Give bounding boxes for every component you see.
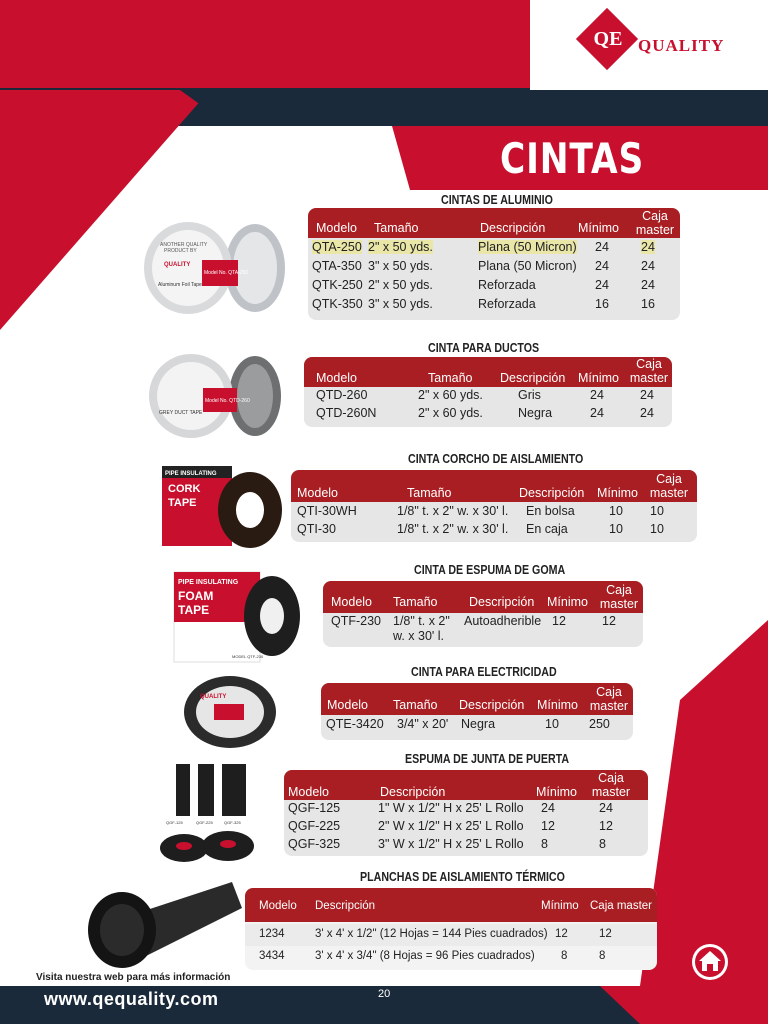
cell-caja: 24	[640, 388, 654, 402]
footer-red-accent	[600, 986, 768, 1024]
header-descripcion: Descripción	[380, 785, 446, 799]
cell-caja: 10	[650, 504, 664, 518]
header-descripcion: Descripción	[459, 698, 525, 712]
foam-tape-image	[172, 570, 302, 666]
header-modelo: Modelo	[316, 221, 357, 235]
cell-minimo: 10	[609, 522, 623, 536]
cell-tamano: 1/8" t. x 2"	[393, 614, 450, 628]
elec-brand: QUALITY	[200, 694, 227, 700]
home-icon[interactable]	[690, 942, 730, 982]
cell-descripcion: En caja	[526, 522, 568, 536]
cell-descripcion: Plana (50 Micron)	[478, 240, 577, 254]
cell-caja: 10	[650, 522, 664, 536]
header-caja-master: Caja master	[629, 357, 669, 385]
section-title-ductos: CINTA PARA DUCTOS	[428, 340, 540, 355]
cell-descripcion: Negra	[461, 717, 496, 731]
cell-descripcion: 3' x 4' x 1/2" (12 Hojas = 144 Pies cuadrados)	[315, 928, 548, 940]
foam-label-1: PIPE INSULATING	[178, 579, 239, 586]
cell-descripcion: Gris	[518, 388, 541, 402]
cell-modelo: 1234	[259, 928, 285, 940]
cell-minimo: 10	[609, 504, 623, 518]
cell-modelo: QTD-260N	[316, 406, 377, 420]
table-row	[308, 297, 680, 316]
section-title-aluminio: CINTAS DE ALUMINIO	[441, 192, 553, 207]
cell-modelo: QTA-250	[312, 240, 362, 254]
table-espuma-goma	[323, 581, 643, 647]
cell-caja: 12	[599, 928, 612, 940]
cell-modelo: QTA-350	[312, 259, 362, 273]
header-modelo: Modelo	[316, 371, 357, 385]
cell-caja: 8	[599, 950, 606, 962]
cell-minimo: 8	[561, 950, 568, 962]
logo-brand-name: QUALITY	[638, 36, 725, 55]
cell-caja: 8	[599, 837, 606, 851]
cell-caja: 24	[641, 278, 655, 292]
cell-caja: 250	[589, 717, 610, 731]
cell-descripcion: 2" W x 1/2" H x 25' L Rollo	[378, 819, 524, 833]
cell-modelo: QTD-260	[316, 388, 368, 402]
cell-modelo: QTK-250	[312, 278, 363, 292]
cell-caja: 24	[641, 259, 655, 273]
cell-descripcion: 3' x 4' x 3/4" (8 Hojas = 96 Pies cuadrados)	[315, 950, 535, 962]
table-header	[321, 683, 633, 715]
table-row	[308, 278, 680, 297]
header-tamano: Tamaño	[393, 595, 438, 609]
cell-tamano: 1/8" t. x 2" w. x 30' l.	[397, 522, 509, 536]
table-ductos	[304, 357, 672, 427]
section-title-espuma-goma: CINTA DE ESPUMA DE GOMA	[414, 562, 566, 577]
cell-minimo: 8	[541, 837, 548, 851]
header-minimo: Mínimo	[537, 698, 578, 712]
table-row	[323, 629, 643, 645]
cork-label-2: CORK	[168, 483, 201, 495]
header-tamano: Tamaño	[428, 371, 473, 385]
cell-minimo: 24	[590, 388, 604, 402]
foam-label-2: FOAM	[178, 589, 214, 603]
table-row	[321, 717, 633, 735]
page-title: CINTAS	[500, 134, 645, 183]
cell-modelo: 3434	[259, 950, 285, 962]
header-caja-master: Caja master	[649, 472, 689, 500]
logo-letters: QE	[593, 28, 623, 50]
cell-minimo: 24	[595, 278, 609, 292]
table-header	[245, 888, 657, 922]
duct-tape-image	[145, 348, 285, 443]
gasket-label-3: QGF-325	[224, 820, 241, 825]
header-tamano: Tamaño	[374, 221, 419, 235]
table-row	[245, 924, 657, 946]
cell-minimo: 24	[541, 801, 555, 815]
table-header	[308, 208, 680, 238]
cell-descripcion: Plana (50 Micron)	[478, 259, 577, 273]
table-row	[308, 259, 680, 278]
website-link[interactable]: www.qequality.com	[44, 989, 219, 1009]
table-row	[291, 504, 697, 522]
header-minimo: Mínimo	[541, 900, 579, 912]
table-row	[245, 946, 657, 968]
table-row	[284, 801, 648, 819]
header-modelo: Modelo	[327, 698, 368, 712]
cell-modelo: QTK-350	[312, 297, 363, 311]
cell-descripcion: Autoadherible	[464, 614, 542, 628]
header-descripcion: Descripción	[315, 900, 376, 912]
header-caja-master: Caja master	[589, 685, 629, 713]
cell-descripcion: En bolsa	[526, 504, 575, 518]
cell-tamano: 2" x 50 yds.	[368, 240, 433, 254]
gasket-label-1: QGF-125	[166, 820, 183, 825]
table-header	[284, 770, 648, 800]
table-corcho	[291, 470, 697, 542]
header-minimo: Mínimo	[536, 785, 577, 799]
alu-model: Model No. QTA-250	[204, 270, 249, 276]
door-gasket-image	[158, 760, 273, 870]
header-tamano: Tamaño	[407, 486, 452, 500]
cell-minimo: 12	[552, 614, 566, 628]
header-descripcion: Descripción	[469, 595, 535, 609]
table-aluminio	[308, 208, 680, 320]
section-title-junta-puerta: ESPUMA DE JUNTA DE PUERTA	[405, 751, 570, 766]
cell-caja: 12	[599, 819, 613, 833]
cell-modelo: QTE-3420	[326, 717, 384, 731]
header-caja-master: Caja master	[599, 583, 639, 611]
alu-label-1: ANOTHER QUALITY	[160, 242, 208, 248]
foam-model: MODEL QTF-230	[232, 654, 264, 659]
header-modelo: Modelo	[259, 900, 297, 912]
header-caja-master: Caja master	[591, 771, 631, 799]
cell-descripcion: Reforzada	[478, 297, 536, 311]
cell-tamano: 1/8" t. x 2" w. x 30' l.	[397, 504, 509, 518]
cell-caja: 24	[641, 240, 655, 254]
cell-caja: 24	[599, 801, 613, 815]
table-row	[284, 837, 648, 855]
cork-tape-image	[160, 462, 285, 550]
cell-tamano: 2" x 60 yds.	[418, 388, 483, 402]
insulation-sheet-image	[82, 878, 244, 973]
gasket-label-2: QGF-225	[196, 820, 213, 825]
cell-tamano: 2" x 50 yds.	[368, 278, 433, 292]
footer-visit-text: Visita nuestra web para más información	[36, 972, 231, 983]
cell-minimo: 12	[555, 928, 568, 940]
cell-caja: 12	[602, 614, 616, 628]
cell-modelo: QGF-225	[288, 819, 341, 833]
cell-minimo: 24	[595, 240, 609, 254]
header-caja-master: Caja master	[590, 900, 652, 912]
cell-descripcion: Negra	[518, 406, 553, 420]
page-number: 20	[378, 988, 391, 1000]
table-junta-puerta	[284, 770, 648, 856]
foam-label-3: TAPE	[178, 603, 210, 617]
table-planchas	[245, 888, 657, 970]
section-title-planchas: PLANCHAS DE AISLAMIENTO TÉRMICO	[360, 869, 565, 884]
right-red-shape	[640, 620, 768, 986]
cell-modelo: QGF-325	[288, 837, 341, 851]
table-row	[304, 388, 672, 406]
header-caja-master: Caja master	[635, 209, 675, 237]
header-modelo: Modelo	[297, 486, 338, 500]
alu-brand: QUALITY	[164, 262, 191, 268]
cell-tamano: 3" x 50 yds.	[368, 259, 433, 273]
section-title-electricidad: CINTA PARA ELECTRICIDAD	[411, 664, 557, 679]
table-row	[304, 406, 672, 424]
table-row	[323, 614, 643, 630]
cell-minimo: 24	[590, 406, 604, 420]
cell-minimo: 24	[595, 259, 609, 273]
header-descripcion: Descripción	[500, 371, 566, 385]
header-descripcion: Descripción	[519, 486, 585, 500]
duct-name: GREY DUCT TAPE	[159, 410, 203, 416]
cell-modelo: QGF-125	[288, 801, 341, 815]
table-electricidad	[321, 683, 633, 740]
cell-tamano: w. x 30' l.	[393, 629, 445, 643]
navy-band-shape	[180, 90, 768, 126]
table-header	[291, 470, 697, 502]
table-row	[284, 819, 648, 837]
cell-tamano: 2" x 60 yds.	[418, 406, 483, 420]
header-modelo: Modelo	[288, 785, 329, 799]
alu-name: Aluminum Foil Tape	[158, 282, 202, 288]
header-minimo: Mínimo	[547, 595, 588, 609]
cell-descripcion: 1" W x 1/2" H x 25' L Rollo	[378, 801, 524, 815]
header-minimo: Mínimo	[578, 371, 619, 385]
header-tamano: Tamaño	[393, 698, 438, 712]
table-row	[308, 240, 680, 259]
cork-label-3: TAPE	[168, 497, 197, 509]
aluminum-tape-image	[140, 210, 290, 325]
cell-caja: 24	[640, 406, 654, 420]
cell-modelo: QTI-30	[297, 522, 336, 536]
cell-minimo: 16	[595, 297, 609, 311]
header-minimo: Mínimo	[578, 221, 619, 235]
section-title-corcho: CINTA CORCHO DE AISLAMIENTO	[408, 451, 584, 466]
cork-label-1: PIPE INSULATING	[165, 471, 217, 477]
table-header	[323, 581, 643, 613]
cell-minimo: 10	[545, 717, 559, 731]
cell-caja: 16	[641, 297, 655, 311]
duct-model: Model No. QTD-260	[205, 398, 250, 404]
cell-descripcion: 3" W x 1/2" H x 25' L Rollo	[378, 837, 524, 851]
header-minimo: Mínimo	[597, 486, 638, 500]
alu-label-2: PRODUCT BY	[164, 248, 197, 254]
cell-minimo: 12	[541, 819, 555, 833]
header-descripcion: Descripción	[480, 221, 546, 235]
cell-tamano: 3/4" x 20'	[397, 717, 449, 731]
cell-tamano: 3" x 50 yds.	[368, 297, 433, 311]
cell-modelo: QTI-30WH	[297, 504, 357, 518]
cell-modelo: QTF-230	[331, 614, 382, 628]
cell-descripcion: Reforzada	[478, 278, 536, 292]
table-row	[291, 522, 697, 540]
header-modelo: Modelo	[331, 595, 372, 609]
electrical-tape-image	[180, 672, 280, 752]
table-header	[304, 357, 672, 387]
